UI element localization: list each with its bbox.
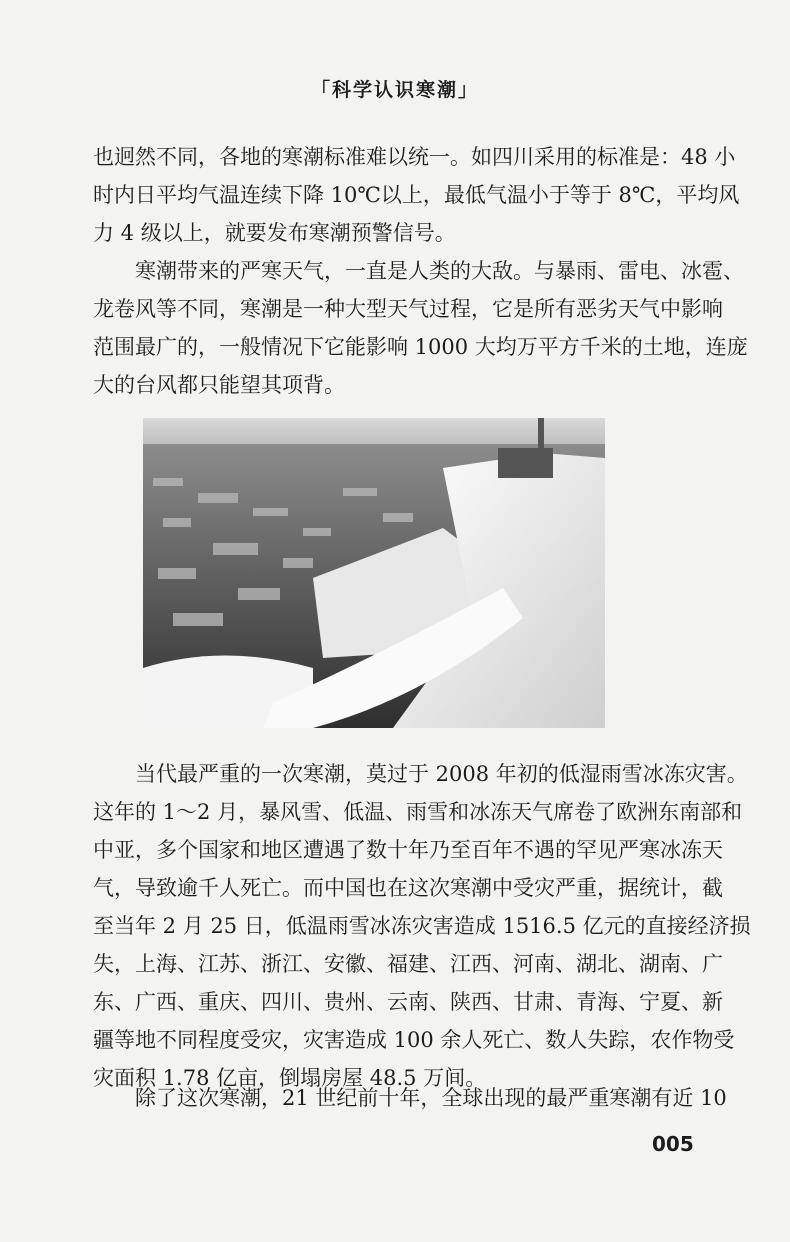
frozen-shore-photo — [143, 418, 605, 728]
text-line: 大的台风都只能望其项背。 — [93, 373, 345, 397]
text-line: 东、广西、重庆、四川、贵州、云南、陕西、甘肃、青海、宁夏、新 — [93, 990, 723, 1014]
text-line: 气，导致逾千人死亡。而中国也在这次寒潮中受灾严重，据统计，截 — [93, 876, 723, 900]
paragraph-3 — [93, 755, 751, 1097]
text-line: 至当年 2 月 25 日，低温雨雪冰冻灾害造成 1516.5 亿元的直接经济损 — [93, 914, 751, 938]
text-line: 除了这次寒潮，21 世纪前十年，全球出现的最严重寒潮有近 10 — [135, 1086, 727, 1110]
paragraph-1 — [93, 138, 740, 252]
text-line: 疆等地不同程度受灾，灾害造成 100 余人死亡、数人失踪，农作物受 — [93, 1028, 735, 1052]
text-line: 寒潮带来的严寒天气，一直是人类的大敌。与暴雨、雷电、冰雹、 — [135, 259, 744, 283]
text-line: 这年的 1～2 月，暴风雪、低温、雨雪和冰冻天气席卷了欧洲东南部和 — [93, 800, 743, 824]
running-header: 「科学认识寒潮」 — [310, 79, 479, 101]
text-line: 龙卷风等不同，寒潮是一种大型天气过程，它是所有恶劣天气中影响 — [93, 297, 723, 321]
text-line: 中亚，多个国家和地区遭遇了数十年乃至百年不遇的罕见严寒冰冻天 — [93, 838, 723, 862]
text-line: 时内日平均气温连续下降 10℃以上，最低气温小于等于 8℃，平均风 — [93, 183, 740, 207]
text-line: 灾面积 1.78 亿亩，倒塌房屋 48.5 万间。 — [93, 1066, 487, 1090]
page-number: 005 — [652, 1132, 694, 1156]
text-line: 失，上海、江苏、浙江、安徽、福建、江西、河南、湖北、湖南、广 — [93, 952, 723, 976]
text-line: 当代最严重的一次寒潮，莫过于 2008 年初的低湿雨雪冰冻灾害。 — [135, 762, 748, 786]
paragraph-2 — [93, 252, 748, 404]
paragraph-4 — [93, 1079, 727, 1117]
text-line: 力 4 级以上，就要发布寒潮预警信号。 — [93, 221, 456, 245]
text-line: 也迥然不同，各地的寒潮标准难以统一。如四川采用的标准是：48 小 — [93, 145, 736, 169]
text-line: 范围最广的，一般情况下它能影响 1000 大均万平方千米的土地，连庞 — [93, 335, 748, 359]
